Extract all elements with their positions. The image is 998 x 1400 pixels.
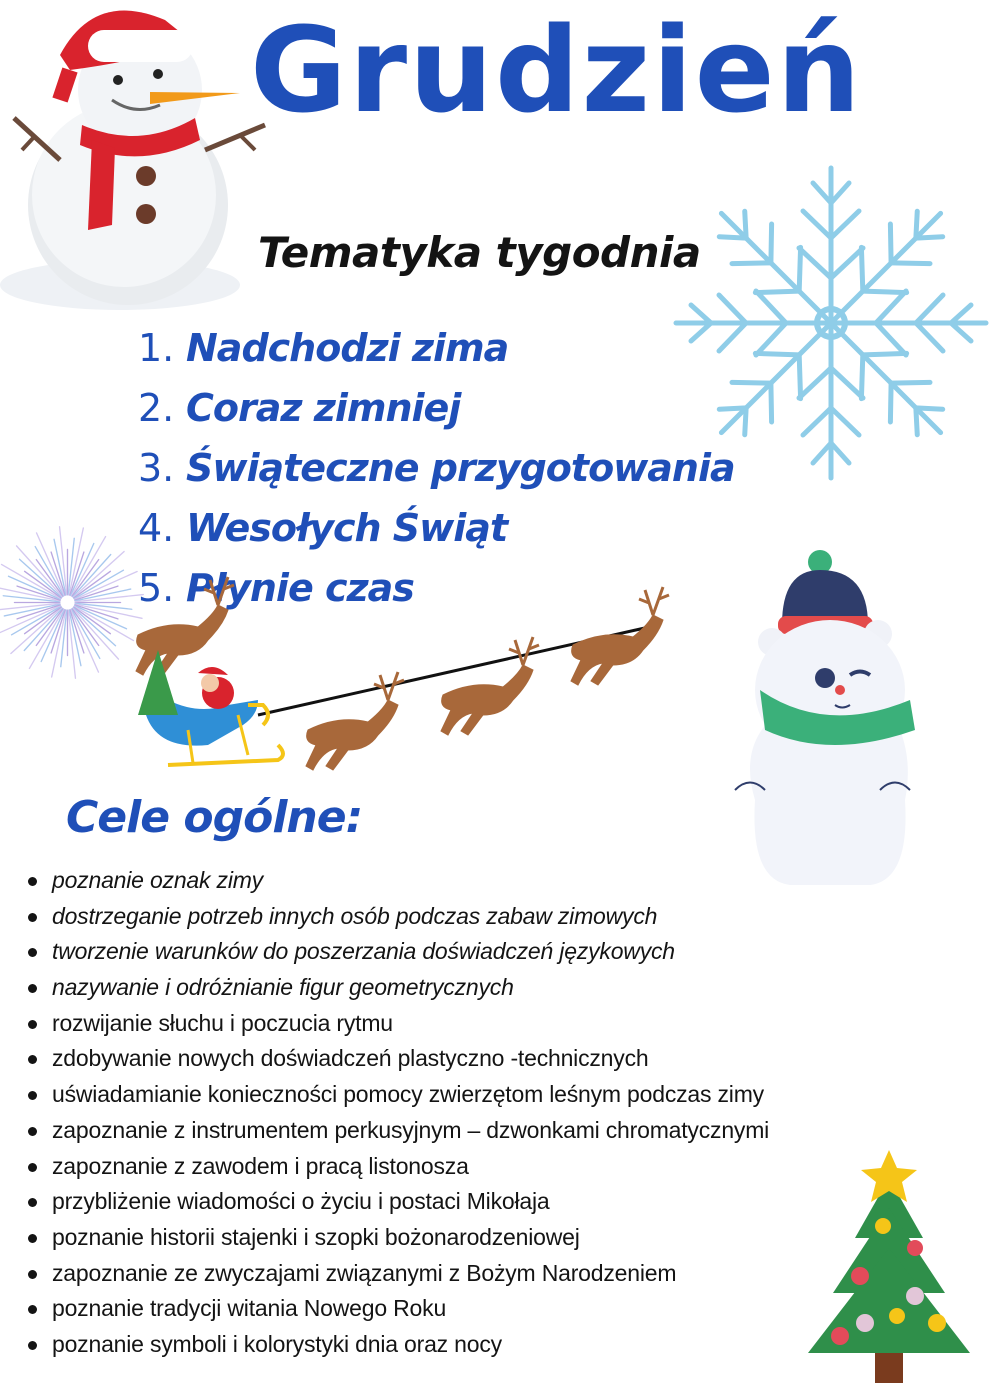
fireworks-icon (0, 515, 135, 690)
list-item: tworzenie warunków do poszerzania doświadczeń językowych (26, 934, 866, 970)
list-item: zdobywanie nowych doświadczeń plastyczno -technicznych (26, 1041, 866, 1077)
list-item: poznanie tradycji witania Nowego Roku (26, 1291, 866, 1327)
list-item: dostrzeganie potrzeb innych osób podczas zabaw zimowych (26, 899, 866, 935)
santa-sleigh-icon (138, 565, 668, 775)
general-goals-list (26, 863, 866, 1363)
list-item (138, 318, 738, 378)
list-number: 1. (138, 326, 175, 370)
list-item: poznanie symboli i kolorystyki dnia oraz nocy (26, 1327, 866, 1363)
list-item: nazywanie i odróżnianie figur geometrycznych (26, 970, 866, 1006)
list-item: poznanie historii stajenki i szopki bożonarodzeniowej (26, 1220, 866, 1256)
list-item (138, 378, 738, 438)
week-theme-label: Wesołych Świąt (186, 506, 508, 550)
list-number: 4. (138, 506, 175, 550)
list-number: 2. (138, 386, 175, 430)
list-item: przybliżenie wiadomości o życiu i postaci Mikołaja (26, 1184, 866, 1220)
list-number: 3. (138, 446, 175, 490)
list-item (138, 498, 738, 558)
general-goals-heading: Cele ogólne: (66, 792, 363, 843)
week-theme-label: Płynie czas (186, 566, 414, 610)
list-number: 5. (138, 566, 175, 610)
list-item: zapoznanie z zawodem i pracą listonosza (26, 1149, 866, 1185)
list-item: poznanie oznak zimy (26, 863, 866, 899)
list-item: rozwijanie słuchu i poczucia rytmu (26, 1006, 866, 1042)
list-item: uświadamianie konieczności pomocy zwierzętom leśnym podczas zimy (26, 1077, 866, 1113)
list-item: zapoznanie z instrumentem perkusyjnym – dzwonkami chromatycznymi (26, 1113, 866, 1149)
week-theme-label: Coraz zimniej (186, 386, 461, 430)
list-item (138, 438, 738, 498)
page-title: Grudzień (250, 1, 863, 139)
christmas-tree-icon (805, 1148, 973, 1388)
polar-bear-icon (730, 550, 920, 895)
snowman-icon (0, 0, 250, 310)
list-item: zapoznanie ze zwyczajami związanymi z Bożym Narodzeniem (26, 1256, 866, 1292)
week-themes-heading: Tematyka tygodnia (258, 228, 701, 277)
week-theme-label: Świąteczne przygotowania (186, 446, 735, 490)
week-theme-label: Nadchodzi zima (186, 326, 509, 370)
